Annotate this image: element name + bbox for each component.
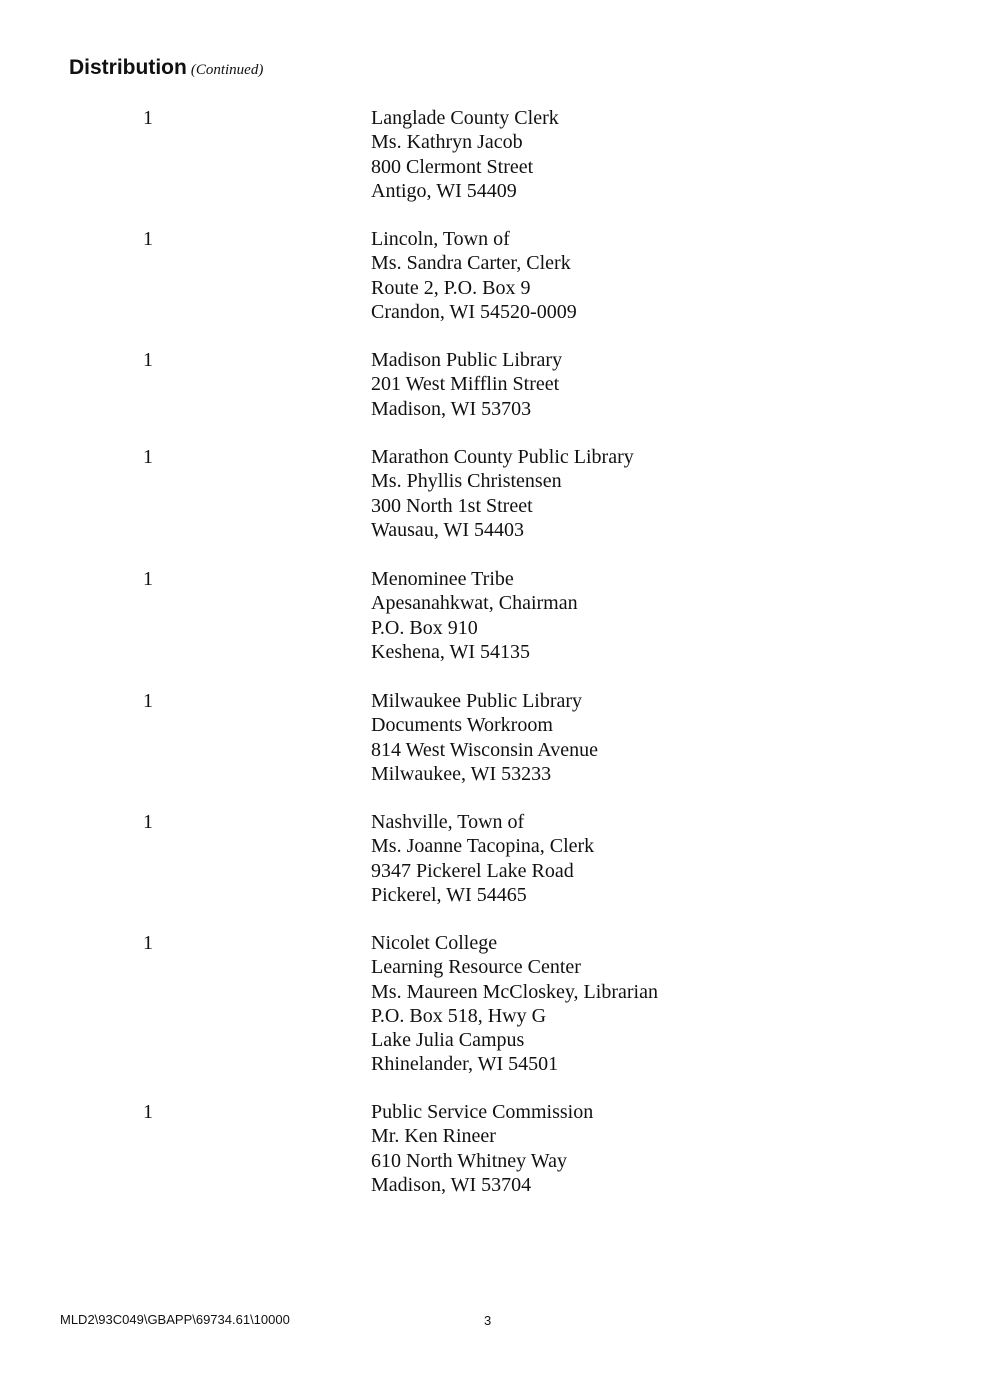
recipient-address <box>371 810 594 907</box>
address-line: Route 2, P.O. Box 9 <box>371 276 531 299</box>
copy-count: 1 <box>143 1101 153 1123</box>
address-line: Ms. Sandra Carter, Clerk <box>371 252 571 275</box>
recipient-address <box>371 689 598 786</box>
address-line: 300 North 1st Street <box>371 494 533 517</box>
address-line: P.O. Box 518, Hwy G <box>371 1004 547 1027</box>
address-line: Madison, WI 53704 <box>371 1173 532 1196</box>
address-line: Crandon, WI 54520-0009 <box>371 300 577 323</box>
recipient-address <box>371 567 578 664</box>
copy-count: 1 <box>143 349 153 371</box>
address-line: Lake Julia Campus <box>371 1029 525 1052</box>
address-line: Nashville, Town of <box>371 811 525 833</box>
address-line: Documents Workroom <box>371 714 553 737</box>
address-line: Langlade County Clerk <box>371 107 559 129</box>
address-line: Madison, WI 53703 <box>371 397 532 420</box>
address-line: Mr. Ken Rineer <box>371 1125 496 1148</box>
copy-count: 1 <box>143 568 153 590</box>
recipient-address <box>371 106 559 203</box>
recipient-address <box>371 445 634 542</box>
address-line: 9347 Pickerel Lake Road <box>371 859 574 882</box>
address-line: Public Service Commission <box>371 1101 594 1123</box>
copy-count: 1 <box>143 446 153 468</box>
page-heading <box>69 56 263 80</box>
recipient-address <box>371 1100 593 1197</box>
address-line: 814 West Wisconsin Avenue <box>371 738 599 761</box>
copy-count: 1 <box>143 228 153 250</box>
address-line: P.O. Box 910 <box>371 616 478 639</box>
copy-count: 1 <box>143 811 153 833</box>
recipient-address <box>371 227 577 324</box>
address-line: Wausau, WI 54403 <box>371 518 524 541</box>
address-line: 201 West Mifflin Street <box>371 373 560 396</box>
address-line: Madison Public Library <box>371 349 563 371</box>
copy-count: 1 <box>143 107 153 129</box>
recipient-address <box>371 931 658 1077</box>
address-line: Nicolet College <box>371 932 498 954</box>
address-line: Learning Resource Center <box>371 956 581 979</box>
copy-count: 1 <box>143 932 153 954</box>
address-line: 800 Clermont Street <box>371 155 534 178</box>
address-line: Apesanahkwat, Chairman <box>371 592 578 615</box>
page-number: 3 <box>484 1313 492 1328</box>
address-line: Menominee Tribe <box>371 568 514 590</box>
address-line: Ms. Phyllis Christensen <box>371 470 562 493</box>
heading-subtitle: (Continued) <box>190 62 264 78</box>
address-line: Lincoln, Town of <box>371 228 510 250</box>
address-line: Ms. Kathryn Jacob <box>371 131 523 154</box>
address-line: Keshena, WI 54135 <box>371 640 531 663</box>
document-code: MLD2\93C049\GBAPP\69734.61\10000 <box>60 1312 290 1327</box>
recipient-address <box>371 348 562 421</box>
address-line: Rhinelander, WI 54501 <box>371 1053 559 1076</box>
address-line: Marathon County Public Library <box>371 446 634 468</box>
address-line: Milwaukee, WI 53233 <box>371 762 552 785</box>
address-line: Antigo, WI 54409 <box>371 179 517 202</box>
address-line: Milwaukee Public Library <box>371 690 583 712</box>
heading-title: Distribution <box>69 56 187 79</box>
address-line: Ms. Maureen McCloskey, Librarian <box>371 980 658 1003</box>
address-line: Pickerel, WI 54465 <box>371 883 527 906</box>
copy-count: 1 <box>143 690 153 712</box>
address-line: 610 North Whitney Way <box>371 1149 567 1172</box>
address-line: Ms. Joanne Tacopina, Clerk <box>371 835 595 858</box>
